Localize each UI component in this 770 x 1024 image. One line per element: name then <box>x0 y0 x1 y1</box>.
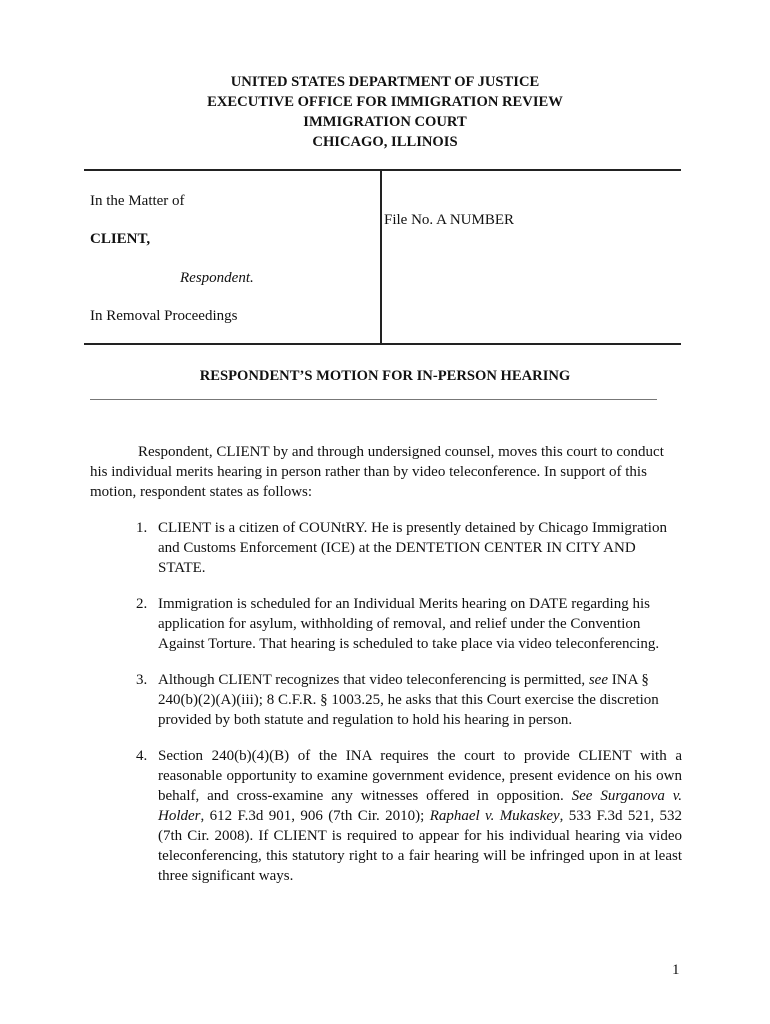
signal-see: see <box>588 672 608 688</box>
item-number: 4. <box>136 748 148 764</box>
case-name: Raphael v. Mukaskey <box>429 808 560 824</box>
page-number: 1 <box>672 962 680 978</box>
item-text: Section 240(b)(4)(B) of the INA requires the court to provide CLIENT with a reasonable opportunity to examine government evidence, present evidence on his own behalf, and cross-examine any witnesses offered in opposition. See Surganova v. Holder, 612 F.3d 901, 906 (7th Cir. 2010); Raphael v. Mukaskey, 533 F.3d 521, 532 (7th Cir. 2008). If CLIENT is required to appear for his individual hearing via video teleconferencing, this statutory right to a fair hearing will be infringed upon in at least three significant ways. <box>158 748 683 884</box>
caption-top-rule <box>84 169 681 171</box>
title-rule <box>90 399 657 400</box>
signal-see: See <box>571 788 593 804</box>
header-office: EXECUTIVE OFFICE FOR IMMIGRATION REVIEW <box>207 94 563 110</box>
motion-title: RESPONDENT’S MOTION FOR IN-PERSON HEARING <box>199 368 571 384</box>
header-department: UNITED STATES DEPARTMENT OF JUSTICE <box>230 74 540 90</box>
item-text: Immigration is scheduled for an Individual Merits hearing on DATE regarding his application for asylum, withholding of removal, and relief under the Convention Against Torture. That hearing is scheduled to take place via video teleconferencing. <box>158 596 660 652</box>
caption-divider <box>380 170 382 344</box>
list-item <box>120 594 682 654</box>
caption-matter: In the Matter of <box>90 193 185 209</box>
item-number: 1. <box>136 520 148 536</box>
list-item <box>120 670 682 730</box>
header-court: IMMIGRATION COURT <box>303 114 467 130</box>
caption-bottom-rule <box>84 343 681 345</box>
caption-proceedings: In Removal Proceedings <box>90 308 238 324</box>
intro-paragraph: Respondent, CLIENT by and through undersigned counsel, moves this court to conduct his individual merits hearing in person rather than by video teleconference. In support of this motion, respondent states as follows: <box>90 444 664 500</box>
item-text: CLIENT is a citizen of COUNtRY. He is presently detained by Chicago Immigration and Customs Enforcement (ICE) at the DENTETION CENTER IN CITY AND STATE. <box>158 520 667 576</box>
item-number: 2. <box>136 596 148 612</box>
case-name: Surganova v. Holder <box>158 788 683 824</box>
item-number: 3. <box>136 672 148 688</box>
caption-client: CLIENT, <box>90 231 151 247</box>
numbered-list <box>120 518 682 886</box>
court-header <box>0 72 770 152</box>
list-item <box>120 746 682 886</box>
caption-respondent: Respondent. <box>180 270 254 286</box>
item-text: Although CLIENT recognizes that video teleconferencing is permitted, see INA § 240(b)(2)(A)(iii); 8 C.F.R. § 1003.25, he asks that this Court exercise the discretion provided by both statute and regulation to hold his hearing in person. <box>158 672 659 728</box>
file-number: File No. A NUMBER <box>384 212 515 228</box>
header-location: CHICAGO, ILLINOIS <box>312 134 458 150</box>
list-item <box>120 518 682 578</box>
